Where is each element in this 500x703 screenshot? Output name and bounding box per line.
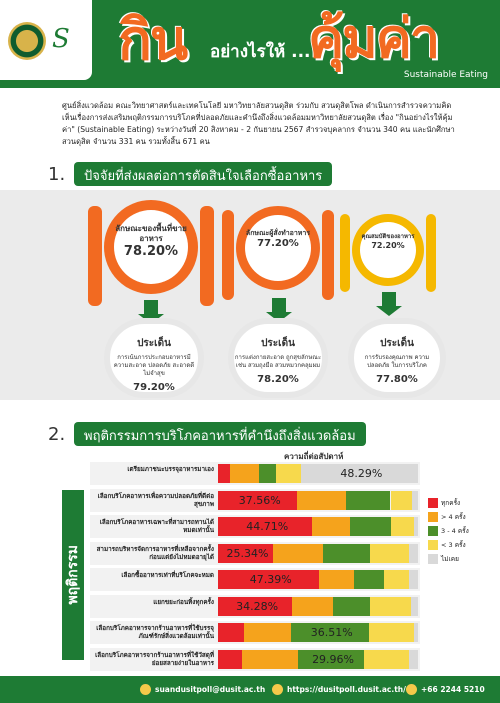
category-label: สามารถบริหารจัดการอาหารที่เหลือจากครั้งก่อนแต่ยังไม่หมดอายุได้ [96, 545, 214, 561]
issue-title: ประเด็น [380, 338, 414, 349]
bar-segment [370, 544, 409, 563]
chart-legend [428, 498, 469, 568]
issue-circle-1 [104, 318, 204, 398]
legend-item: ไม่เคย [428, 554, 469, 564]
factor-label: คุณสมบัติของอาหาร [361, 233, 415, 240]
bar-segment [409, 570, 418, 589]
factor-value: 72.20% [371, 241, 405, 250]
bar-segment [218, 623, 244, 642]
data-label: 29.96% [312, 652, 355, 666]
title-part1: กิน [118, 8, 187, 73]
logo-area [0, 0, 92, 80]
phone-icon [406, 684, 417, 695]
factor-plate-1 [104, 200, 198, 294]
category-label: เลือกบริโภคอาหารเพื่อความปลอดภัยที่ดีต่อสุขภาพ [97, 492, 214, 508]
section2-number: 2. [48, 424, 66, 445]
factor-plate-2 [236, 206, 320, 290]
bar-segment [369, 623, 414, 642]
fork-icon [88, 206, 102, 306]
data-label: 25.34% [226, 546, 269, 560]
knife-icon [200, 206, 214, 306]
legend-swatch [428, 540, 438, 550]
science-faculty-logo-icon: S [52, 24, 70, 54]
section1-number: 1. [48, 164, 66, 185]
side-label: พฤติกรรม [62, 490, 84, 660]
footer [0, 676, 500, 703]
bar-segment [218, 650, 242, 669]
bar-segment [259, 464, 276, 483]
factor-plate-3 [352, 214, 424, 286]
bar-segment [312, 517, 350, 536]
issue-desc: การเน้นการประกอบอาหารมีความสะอาด ปลอดภัย สะอาดดี ไม่จำสุข [113, 354, 195, 377]
arrow-down-icon [382, 292, 396, 306]
bar-segment [218, 464, 230, 483]
issue-title: ประเด็น [137, 338, 171, 349]
data-label: 47.39% [249, 573, 292, 586]
legend-item: > 4 ครั้ง [428, 512, 469, 522]
section2-title: พฤติกรรมการบริโภคอาหารที่คำนึงถึงสิ่งแวดล้อม [74, 422, 366, 446]
category-label: เลือกบริโภคอาหารเฉพาะที่สามารถทานได้หมดเท่านั้น [99, 519, 214, 534]
legend-item: 3 - 4 ครั้ง [428, 526, 469, 536]
bar-segment [276, 464, 300, 483]
factor-label: ลักษณะของพื้นที่ขายอาหาร [115, 224, 187, 243]
category-label: แยกขยะก่อนทิ้งทุกครั้ง [153, 598, 214, 606]
bar-segment [297, 491, 346, 510]
knife-icon [426, 214, 436, 292]
chart-header: ความถี่ต่อสัปดาห์ [284, 452, 344, 461]
bar-segment [350, 517, 390, 536]
data-label: 34.28% [236, 599, 279, 613]
bar-segment [409, 544, 418, 563]
bar-segment [414, 517, 418, 536]
issue-value: 77.80% [376, 374, 418, 385]
bar-segment [411, 597, 418, 616]
bar-segment [333, 597, 370, 616]
issue-circle-3 [348, 318, 446, 398]
footer-website[interactable]: https://dusitpoll.dusit.ac.th/ [272, 684, 406, 695]
intro-paragraph: ศูนย์สิ่งแวดล้อม คณะวิทยาศาสตร์และเทคโนโลยี มหาวิทยาลัยสวนดุสิต ร่วมกับ สวนดุสิตโพล ดำเนินการสำรวจความคิดเห็นเรื่องการส่งเสริมพฤติกรรมการบริโภคที่ปลอดภัยและคำนึงถึงสิ่งแวดล้อมมหาวิทยาลัยสวนดุสิต เรื่อง "กินอย่างไรให้คุ้มค่า" (Sustainable Eating) ระหว่างวันที่ 20 สิงหาคม - 2 กันยายน 2567 สำรวจบุคลากร จำนวน 340 คน และนักศึกษาสวนดุสิต จำนวน 331 คน รวมทั้งสิ้น 671 คน [62, 101, 455, 146]
issue-desc: การแต่งกายสะอาด ถูกสุขลักษณะ เช่น สวมถุงมือ สวมหมวกคลุมผม [234, 354, 322, 369]
data-label: 48.29% [340, 467, 383, 480]
title-part2: อย่างไรให้ ... [210, 42, 311, 62]
section1-title: ปัจจัยที่ส่งผลต่อการตัดสินใจเลือกซื้ออาหาร [74, 162, 332, 186]
arrow-down-icon [272, 298, 286, 312]
data-label: 44.71% [246, 520, 289, 533]
bar-segment [384, 570, 410, 589]
legend-swatch [428, 512, 438, 522]
email-icon [140, 684, 151, 695]
bar-segment [273, 544, 323, 563]
web-icon [272, 684, 283, 695]
legend-swatch [428, 554, 438, 564]
bar-segment [391, 491, 412, 510]
category-label: เลือกซื้ออาหารเท่าที่บริโภคจะหมด [121, 572, 214, 579]
bar-segment [409, 650, 418, 669]
data-label: 37.56% [238, 493, 281, 507]
factor-value: 77.20% [257, 238, 299, 249]
bar-segment [391, 517, 414, 536]
category-label: เลือกบริโภคอาหารจากร้านอาหารที่ใช้บรรจุภัณฑ์รักษ์สิ่งแวดล้อมเท่านั้น [96, 625, 214, 640]
university-seal-icon [8, 22, 46, 60]
legend-swatch [428, 498, 438, 508]
bar-segment [354, 570, 384, 589]
issue-title: ประเด็น [261, 338, 295, 349]
issue-desc: การรับรองคุณภาพ ความปลอดภัย ในการบริโภค [364, 354, 430, 369]
category-label: เตรียมภาชนะบรรจุอาหารมาเอง [127, 466, 214, 473]
data-label: 36.51% [310, 626, 353, 639]
legend-item: ทุกครั้ง [428, 498, 469, 508]
bar-segment [319, 570, 353, 589]
bar-segment [244, 623, 291, 642]
factor-value: 78.20% [123, 244, 179, 259]
footer-phone[interactable]: +66 2244 5210 [406, 684, 485, 695]
issue-circle-2 [228, 318, 328, 398]
issue-value: 78.20% [257, 374, 299, 385]
title-part3: คุ้มค่า [308, 7, 439, 70]
subtitle-en: Sustainable Eating [403, 70, 488, 80]
category-label: เลือกบริโภคอาหารจากร้านอาหารที่ใช้วัสดุที่ย่อยสลายง่ายในอาหาร [95, 651, 214, 667]
factor-label: ลักษณะผู้สั่งทำอาหาร [245, 229, 311, 237]
arrow-down-icon [144, 300, 158, 314]
knife-icon [322, 210, 334, 300]
bar-segment [364, 650, 410, 669]
header [0, 0, 500, 88]
bar-segment [323, 544, 371, 563]
footer-email[interactable]: suandusitpoll@dusit.ac.th [140, 684, 265, 695]
bar-segment [292, 597, 333, 616]
legend-item: < 3 ครั้ง [428, 540, 469, 550]
bar-segment [370, 597, 411, 616]
bar-segment [412, 491, 418, 510]
legend-swatch [428, 526, 438, 536]
fork-icon [340, 214, 350, 292]
issue-value: 79.20% [133, 382, 175, 393]
bar-segment [414, 623, 418, 642]
fork-icon [222, 210, 234, 300]
bar-segment [230, 464, 259, 483]
bar-segment [346, 491, 390, 510]
bar-segment [242, 650, 299, 669]
